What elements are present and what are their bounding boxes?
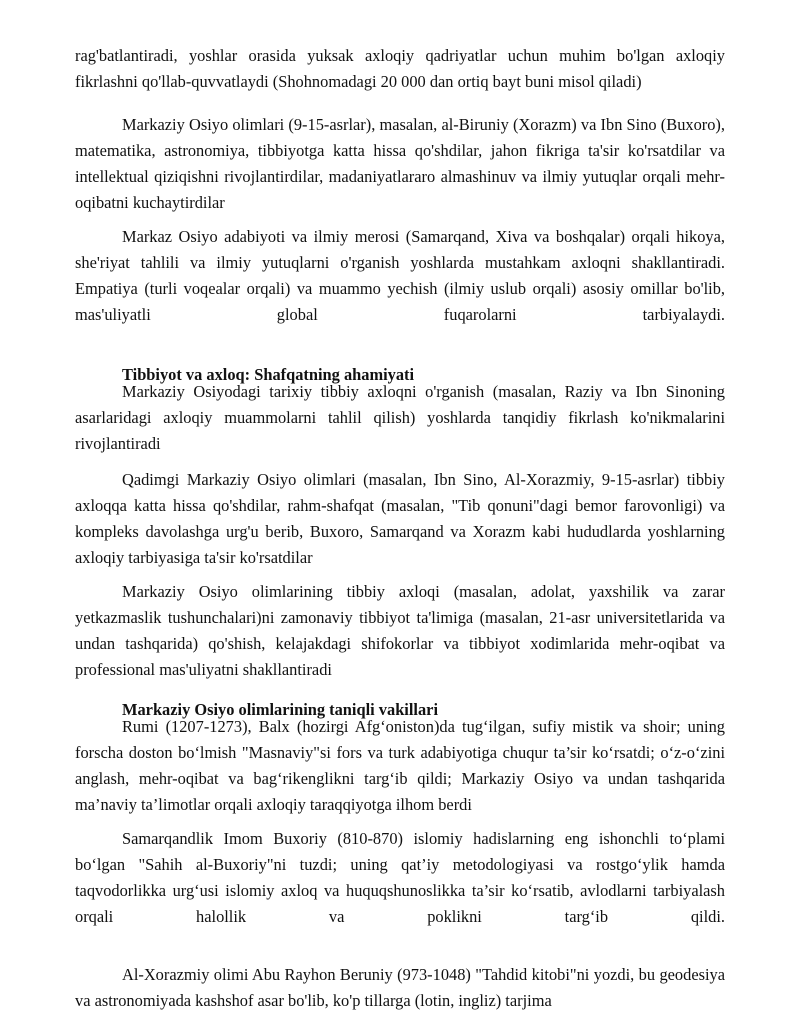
paragraph-beruni: Al-Xorazmiy olimi Abu Rayhon Beruniy (973-1048) "Tahdid kitobi"ni yozdi, bu geodesiya va astronomiyada kashshof asar bo'lib, ko'p tillarga (lotin, ingliz) tarjima — [75, 965, 725, 1010]
paragraph-medical-ethics: Markaziy Osiyodagi tarixiy tibbiy axloqni o'rganish (masalan, Raziy va Ibn Sinoning asarlaridagi axloqiy muammolarni tahlil qilish) yoshlarda tanqidiy fikrlash ko'nikmalarini rivojlantiradi — [75, 382, 725, 453]
section-heading-notable-scholars: Markaziy Osiyo olimlarining taniqli vakillari — [122, 700, 438, 719]
paragraph-scholars: Markaziy Osiyo olimlari (9-15-asrlar), masalan, al-Biruniy (Xorazm) va Ibn Sino (Buxoro), matematika, astronomiya, tibbiyotga katta hissa qo'shdilar, jahon fikriga ta'sir ko'rsatdilar va intellektual qiziqishni rivojlantirdilar, madaniyatlararo almashinuv va ilmiy yutuqlar orqali mehr-oqibatni kuchaytirdilar — [75, 115, 725, 212]
paragraph-continuation: rag'batlantiradi, yoshlar orasida yuksak axloqiy qadriyatlar uchun muhim bo'lgan axloqiy fikrlashni qo'llab-quvvatlaydi (Shohnomadagi 20 000 dan ortiq bayt buni misol qiladi) — [75, 46, 725, 91]
paragraph-ancient-scholars: Qadimgi Markaziy Osiyo olimlari (masalan, Ibn Sino, Al-Xorazmiy, 9-15-asrlar) tibbiy axloqqa katta hissa qo'shdilar, rahm-shafqat (masalan, "Tib qonuni"dagi bemor farovonligi) va kompleks davolashga urg'u berib, Buxoro, Samarqand va Xorazm kabi hududlarda yoshlarning axloqiy tarbiyasiga ta'sir ko'rsatdilar — [75, 470, 725, 567]
paragraph-modern-education: Markaziy Osiyo olimlarining tibbiy axloqi (masalan, adolat, yaxshilik va zarar yetkazmaslik tushunchalari)ni zamonaviy tibbiyot ta'limiga (masalan, 21-asr universitetlarida va undan tashqarida) qo'shish, kelajakdagi shifokorlar va tibbiyot xodimlarida mehr-oqibat va professional mas'uliyatni shakllantiradi — [75, 582, 725, 679]
section-heading-medicine-ethics: Tibbiyot va axloq: Shafqatning ahamiyati — [122, 365, 415, 384]
paragraph-literature-heritage: Markaz Osiyo adabiyoti va ilmiy merosi (Samarqand, Xiva va boshqalar) orqali hikoya, she'riyat tahlili va ilmiy yutuqlarni o'rganish yoshlarda mustahkam axloqni shakllantiradi. Empatiya (turli voqealar orqali) va muammo yechish (ilmiy uslub orqali) asosiy omillar bo'lib, mas'uliyatli global fuqarolarni tarbiyalaydi. — [75, 227, 725, 324]
paragraph-bukhari: Samarqandlik Imom Buxoriy (810-870) islomiy hadislarning eng ishonchli to‘plami bo‘lgan "Sahih al-Buxoriy"ni tuzdi; uning qat’iy metodologiyasi va rostgo‘ylik hamda taqvodorlikka urg‘usi islomiy axloq va huquqshunoslikka ta’sir ko‘rsatib, avlodlarni tarbiyalash orqali halollik va poklikni targ‘ib qildi. — [75, 829, 725, 926]
paragraph-rumi: Rumi (1207-1273), Balx (hozirgi Afg‘oniston)da tug‘ilgan, sufiy mistik va shoir; uning forscha doston bo‘lmish "Masnaviy"si fors va turk adabiyotiga chuqur ta’sir ko‘rsatdi; o‘z-o‘zini anglash, mehr-oqibat va bag‘rikenglikni targ‘ib qildi; Markaziy Osiyo va undan tashqarida ma’naviy ta’limotlar orqali axloqiy taraqqiyotga ilhom berdi — [75, 717, 725, 814]
